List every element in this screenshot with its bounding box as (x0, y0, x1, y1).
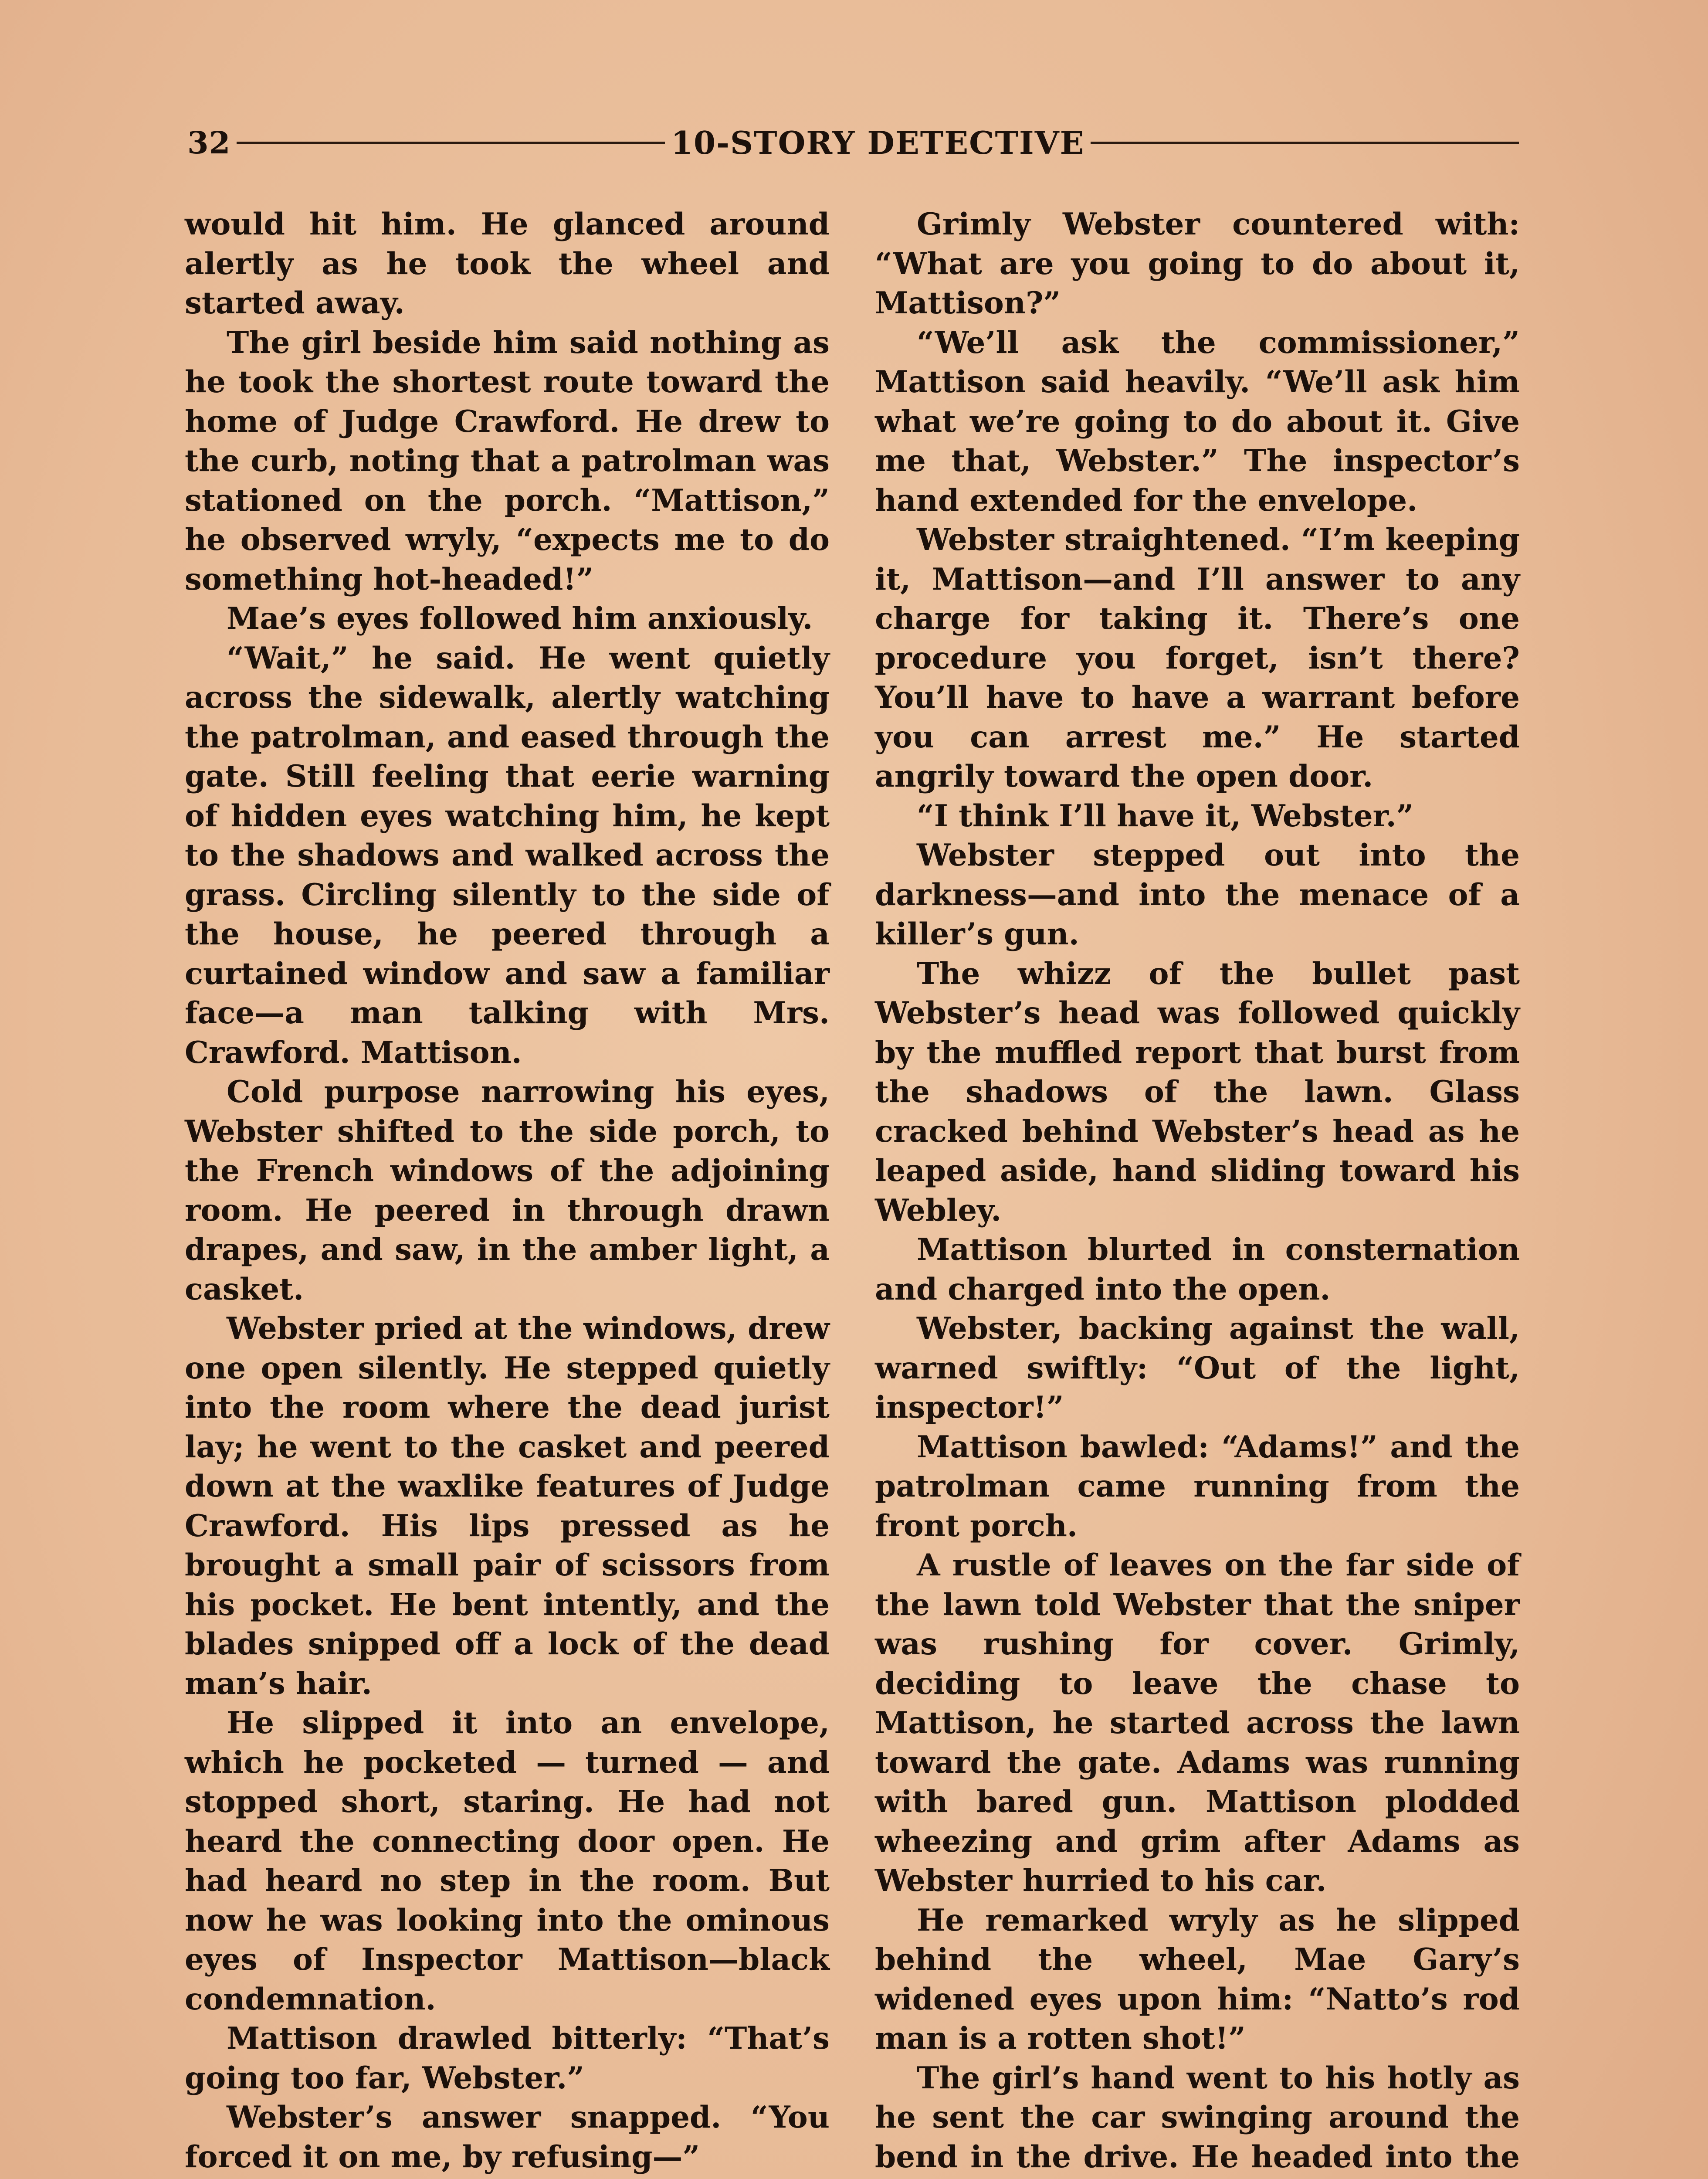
paragraph: Mattison blurted in consternation and charged into the open. (875, 1232, 1520, 1307)
page-number: 32 (187, 124, 231, 161)
page-header (187, 123, 1525, 162)
right-text-column (875, 205, 1520, 2179)
header-rule-left (237, 142, 665, 144)
magazine-title: 10-STORY DETECTIVE (671, 124, 1085, 161)
left-text-column (185, 205, 830, 2179)
paragraph: Cold purpose narrowing his eyes, Webster shifted to the side porch, to the French windows of the adjoining room. He peered in through drawn drapes, and saw, in the amber light, a casket. (185, 1074, 830, 1307)
paragraph: Mattison drawled bitterly: “That’s going too far, Webster.” (185, 2021, 830, 2096)
paragraph: A rustle of leaves on the far side of the lawn told Webster that the sniper was rushing for cover. Grimly, deciding to leave the chase to Mattison, he started across the lawn toward the gate. Adams was running with bared gun. Mattison plodded wheezing and grim after Adams as Webster hurried to his car. (875, 1548, 1520, 1898)
paragraph: would hit him. He glanced around alertly as he took the wheel and started away. (185, 207, 830, 321)
paragraph: Webster stepped out into the darkness—and into the menace of a killer’s gun. (875, 838, 1520, 952)
paragraph: Webster pried at the windows, drew one open silently. He stepped quietly into the room where the dead jurist lay; he went to the casket and peered down at the waxlike features of Judge Crawford. His lips pressed as he brought a small pair of scissors from his pocket. He bent intently, and the blades snipped off a lock of the dead man’s hair. (185, 1311, 830, 1701)
paragraph: “Wait,” he said. He went quietly across the sidewalk, alertly watching the patrolman, and eased through the gate. Still feeling that eerie warning of hidden eyes watching him, he kept to the shadows and walked across the grass. Circling silently to the side of the house, he peered through a curtained window and saw a familiar face—a man talking with Mrs. Crawford. Mattison. (185, 640, 830, 1070)
paragraph: Webster straightened. “I’m keeping it, Mattison—and I’ll answer to any charge for taking it. There’s one procedure you forget, isn’t there? You’ll have to have a warrant before you can arrest me.” He started angrily toward the open door. (875, 522, 1520, 794)
paragraph: He slipped it into an envelope, which he pocketed — turned — and stopped short, staring. He had not heard the connecting door open. He had heard no step in the room. But now he was looking into the ominous eyes of Inspector Mattison—black condemnation. (185, 1705, 830, 2017)
paragraph: Mae’s eyes followed him anxiously. (227, 601, 813, 636)
paragraph: The whizz of the bullet past Webster’s head was followed quickly by the muffled report that burst from the shadows of the lawn. Glass cracked behind Webster’s head as he leaped aside, hand sliding toward his Webley. (875, 956, 1520, 1228)
paragraph: Webster, backing against the wall, warned swiftly: “Out of the light, inspector!” (875, 1311, 1520, 1425)
header-rule-right (1091, 142, 1519, 144)
paragraph: Webster’s answer snapped. “You forced it on me, by refusing—” (185, 2100, 830, 2175)
paragraph: “We’ll ask the commissioner,” Mattison said heavily. “We’ll ask him what we’re going to do about it. Give me that, Webster.” The inspector’s hand extended for the envelope. (875, 325, 1520, 518)
paragraph: He remarked wryly as he slipped behind the wheel, Mae Gary’s widened eyes upon him: “Natto’s rod man is a rotten shot!” (875, 1902, 1520, 2056)
paragraph: Mattison bawled: “Adams!” and the patrolman came running from the front porch. (875, 1429, 1520, 1544)
paragraph: “I think I’ll have it, Webster.” (917, 798, 1414, 834)
paragraph (185, 2177, 830, 2179)
paragraph: The girl beside him said nothing as he took the shortest route toward the home of Judge Crawford. He drew to the curb, noting that a patrolman was stationed on the porch. “Mattison,” he observed wryly, “expects me to do something hot-headed!” (185, 325, 830, 597)
paragraph: Grimly Webster countered with: “What are you going to do about it, Mattison?” (875, 207, 1520, 321)
paragraph: The girl’s hand went to his hotly as he sent the car swinging around the bend in the drive. He headed into the (875, 2060, 1520, 2175)
